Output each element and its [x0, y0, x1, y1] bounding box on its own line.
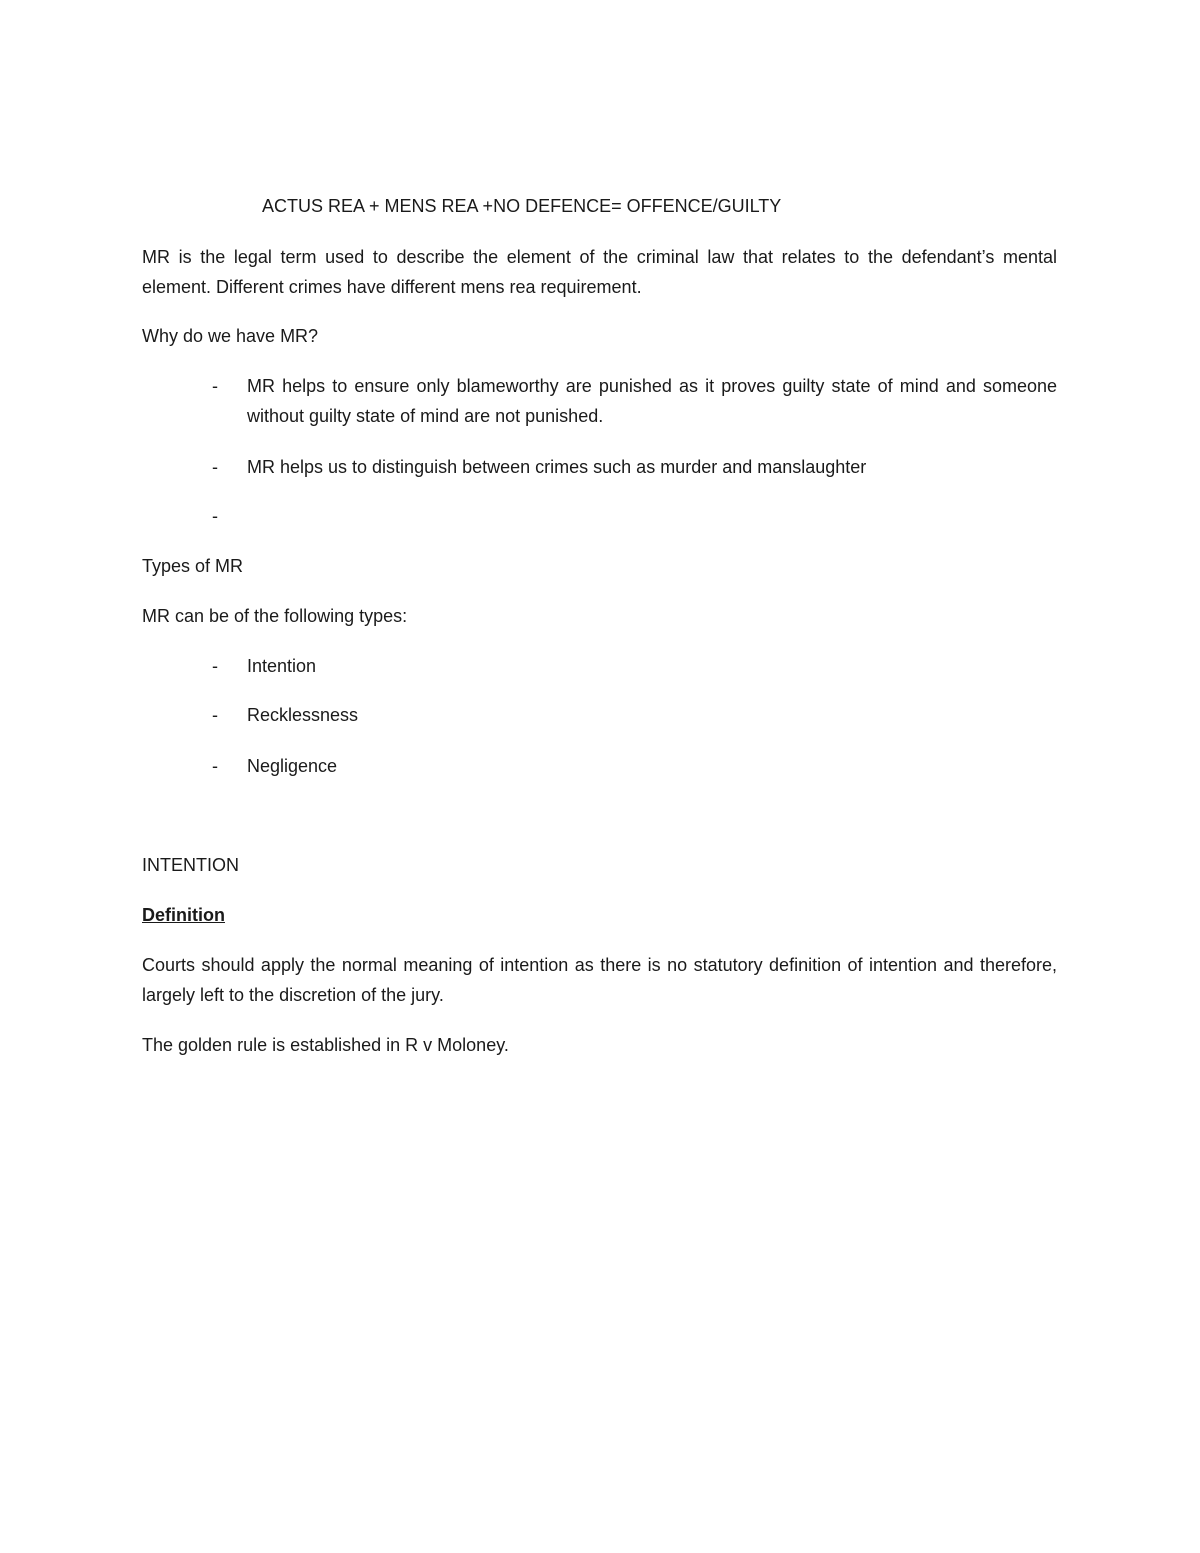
type-item-negligence: Negligence	[247, 756, 338, 776]
golden-rule-line: The golden rule is established in R v Moloney.	[142, 1035, 509, 1055]
bullet-marker: -	[212, 705, 218, 725]
definition-heading: Definition	[142, 905, 225, 925]
type-item-intention: Intention	[247, 656, 317, 676]
definition-paragraph: Courts should apply the normal meaning of intention as there is no statutory definition of intention and therefore, largely left to the discretion of the jury.	[142, 955, 1057, 1005]
type-item-recklessness: Recklessness	[247, 705, 359, 725]
bullet-marker: -	[212, 506, 218, 526]
intro-paragraph: MR is the legal term used to describe the element of the criminal law that relates to the defendant’s mental element. Different crimes have different mens rea requirement.	[142, 247, 1057, 297]
bullet-marker: -	[212, 376, 218, 396]
bullet-marker: -	[212, 656, 218, 676]
formula-line: ACTUS REA + MENS REA +NO DEFENCE= OFFENCE/GUILTY	[262, 196, 782, 216]
intention-heading: INTENTION	[142, 855, 239, 875]
why-bullet-1: MR helps to ensure only blameworthy are punished as it proves guilty state of mind and someone without guilty state of mind are not punished.	[247, 376, 1057, 426]
bullet-marker: -	[212, 457, 218, 477]
why-bullet-2: MR helps us to distinguish between crimes such as murder and manslaughter	[247, 457, 867, 477]
bullet-marker: -	[212, 756, 218, 776]
types-heading: Types of MR	[142, 556, 244, 576]
why-heading: Why do we have MR?	[142, 326, 319, 346]
types-intro: MR can be of the following types:	[142, 606, 408, 626]
